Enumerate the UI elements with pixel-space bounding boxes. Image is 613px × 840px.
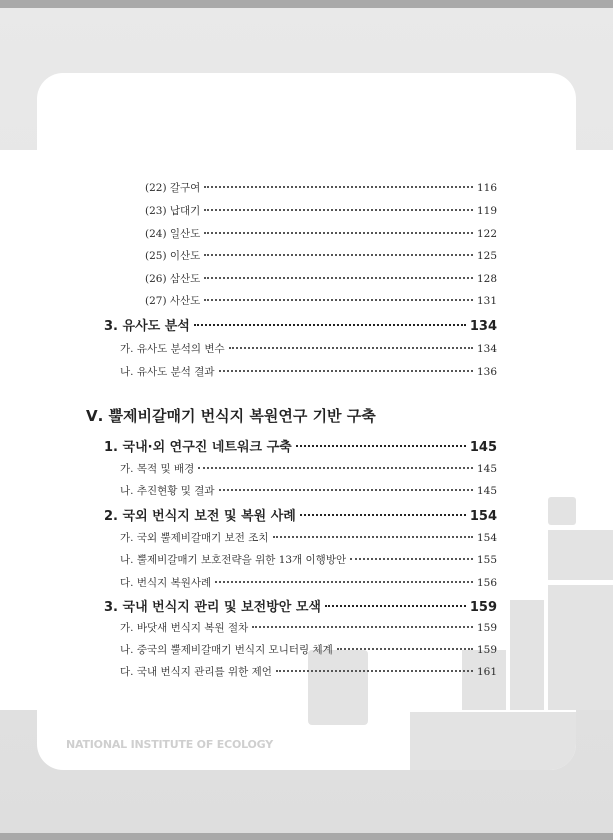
toc-label: (25) 이산도 [145,250,201,262]
dot-leader [252,626,473,628]
toc-label: 1. 국내·외 연구진 네트워크 구축 [104,440,292,455]
toc-label: (27) 사산도 [145,295,201,307]
toc-item[interactable] [120,642,497,657]
toc-label: 가. 국외 뿔제비갈매기 보전 조치 [120,532,269,544]
toc-item-25[interactable] [145,248,497,263]
toc-item[interactable] [120,664,497,679]
toc-item[interactable] [120,341,497,356]
toc-label: 나. 뿔제비갈매기 보호전략을 위한 13개 이행방안 [120,554,347,566]
toc-label: 나. 중국의 뿔제비갈매기 번식지 모니터링 체계 [120,644,333,656]
toc-section-2[interactable] [104,505,497,524]
dot-leader [204,209,473,211]
toc-label: 가. 바닷새 번식지 복원 절차 [120,622,249,634]
toc-page: 125 [476,250,497,262]
toc-label: (23) 납대기 [145,205,201,217]
toc-item-27[interactable] [145,293,497,308]
toc-item-26[interactable] [145,271,497,286]
dot-leader [204,299,473,301]
dot-leader [337,648,473,650]
toc-section-3b[interactable] [104,596,497,615]
toc-page: 136 [476,366,497,378]
toc-label: 3. 유사도 분석 [104,319,190,334]
toc-item[interactable] [120,483,497,498]
dot-leader [219,370,473,372]
toc-page: 156 [476,577,497,589]
toc-section-3[interactable] [104,315,497,334]
toc-page: 154 [469,509,497,524]
toc-item-24[interactable] [145,226,497,241]
toc-page: 122 [476,228,497,240]
dot-leader [273,536,473,538]
dot-leader [204,254,473,256]
toc-label: (22) 갈구여 [145,182,201,194]
toc-item[interactable] [120,364,497,379]
dot-leader [296,445,466,447]
bottom-border [0,833,613,840]
toc-page: 159 [476,644,497,656]
toc-item[interactable] [120,620,497,635]
dot-leader [204,277,473,279]
toc-page: 131 [476,295,497,307]
toc-item-22[interactable] [145,180,497,195]
toc-page: 145 [476,485,497,497]
dot-leader [325,605,466,607]
toc-label: 나. 유사도 분석 결과 [120,366,215,378]
toc-label: 다. 번식지 복원사례 [120,577,212,589]
toc-page: 159 [476,622,497,634]
dot-leader [300,514,466,516]
dot-leader [276,670,473,672]
toc-page: 134 [476,343,497,355]
toc-label: 3. 국내 번식지 관리 및 보전방안 모색 [104,600,321,615]
chapter-title[interactable]: Ⅴ. 뿔제비갈매기 번식지 복원연구 기반 구축 [86,407,376,425]
dot-leader [204,232,473,234]
dot-leader [215,581,473,583]
toc-label: (26) 삼산도 [145,273,201,285]
toc-page: 134 [469,319,497,334]
dot-leader [350,558,473,560]
toc-item-23[interactable] [145,203,497,218]
toc-label: 나. 추진현황 및 결과 [120,485,215,497]
toc-page: 155 [476,554,497,566]
toc-label: (24) 일산도 [145,228,201,240]
dot-leader [204,186,473,188]
toc-page: 159 [469,600,497,615]
dot-leader [194,324,466,326]
dot-leader [198,467,473,469]
toc-page: 161 [476,666,497,678]
toc-label: 다. 국내 번식지 관리를 위한 제언 [120,666,272,678]
toc-section-1[interactable] [104,436,497,455]
toc-label: 가. 목적 및 배경 [120,463,195,475]
dot-leader [219,489,473,491]
toc-item[interactable] [120,461,497,476]
toc-item[interactable] [120,575,497,590]
toc-page: 116 [476,182,497,194]
toc-page: 145 [476,463,497,475]
footer-institute: NATIONAL INSTITUTE OF ECOLOGY [66,738,274,751]
toc-label: 가. 유사도 분석의 변수 [120,343,225,355]
toc-page: 128 [476,273,497,285]
toc-item[interactable] [120,530,497,545]
toc-page: 119 [476,205,497,217]
toc-label: 2. 국외 번식지 보전 및 복원 사례 [104,509,296,524]
toc-page: 154 [476,532,497,544]
toc-page: 145 [469,440,497,455]
toc-item[interactable] [120,552,497,567]
dot-leader [229,347,473,349]
